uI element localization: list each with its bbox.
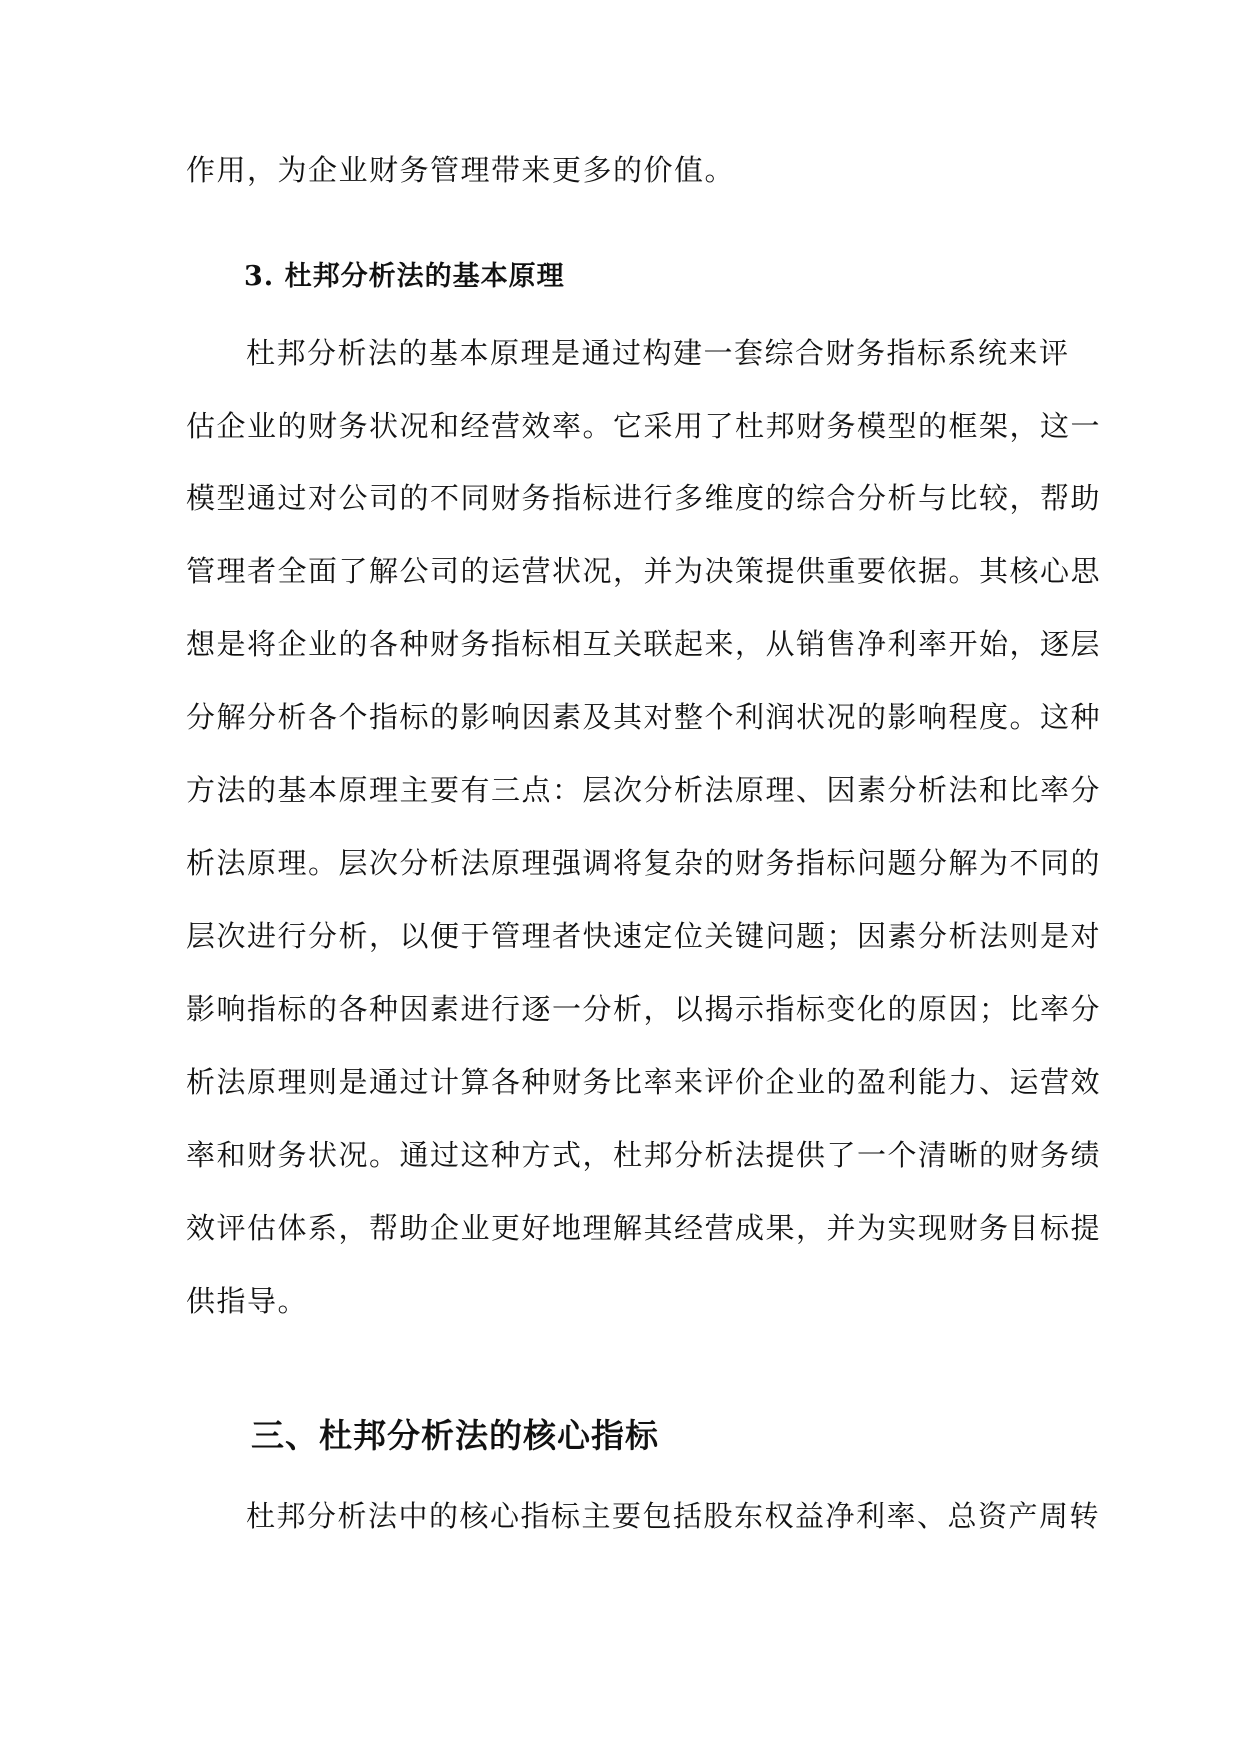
paragraph-line: 方法的基本原理主要有三点：层次分析法原理、因素分析法和比率分 [186,773,1102,807]
paragraph-line: 分解分析各个指标的影响因素及其对整个利润状况的影响程度。这种 [186,700,1102,734]
continuation-line: 作用，为企业财务管理带来更多的价值。 [186,153,736,187]
paragraph-line: 杜邦分析法中的核心指标主要包括股东权益净利率、总资产周转 [246,1499,1101,1533]
paragraph-line: 供指导。 [186,1284,309,1318]
subsection-title: 3. 杜邦分析法的基本原理 [244,261,565,292]
paragraph-line: 析法原理。层次分析法原理强调将复杂的财务指标问题分解为不同的 [186,846,1102,880]
paragraph-line: 影响指标的各种因素进行逐一分析，以揭示指标变化的原因；比率分 [186,992,1102,1026]
paragraph-line: 层次进行分析，以便于管理者快速定位关键问题；因素分析法则是对 [186,919,1102,953]
paragraph-line: 想是将企业的各种财务指标相互关联起来，从销售净利率开始，逐层 [186,627,1102,661]
paragraph-line: 估企业的财务状况和经营效率。它采用了杜邦财务模型的框架，这一 [186,409,1102,443]
section-title: 三、杜邦分析法的核心指标 [251,1416,659,1455]
paragraph-line: 效评估体系，帮助企业更好地理解其经营成果，并为实现财务目标提 [186,1211,1102,1245]
paragraph-line: 杜邦分析法的基本原理是通过构建一套综合财务指标系统来评 [246,336,1070,370]
paragraph-line: 模型通过对公司的不同财务指标进行多维度的综合分析与比较，帮助 [186,481,1102,515]
paragraph-line: 析法原理则是通过计算各种财务比率来评价企业的盈利能力、运营效 [186,1065,1102,1099]
paragraph-line: 率和财务状况。通过这种方式，杜邦分析法提供了一个清晰的财务绩 [186,1138,1102,1172]
paragraph-line: 管理者全面了解公司的运营状况，并为决策提供重要依据。其核心思 [186,554,1102,588]
